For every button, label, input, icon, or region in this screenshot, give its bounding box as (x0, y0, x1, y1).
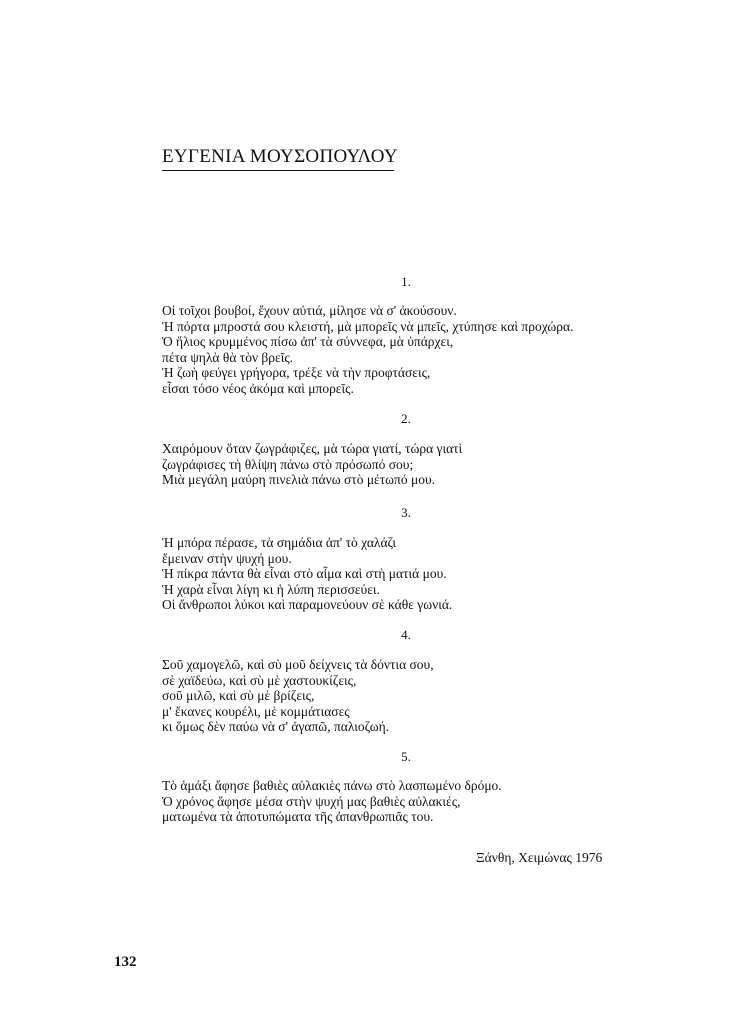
poem-line: σοῦ μιλῶ, καὶ σὺ μὲ βρίζεις, (162, 688, 315, 703)
section-number-1: 1. (401, 274, 411, 289)
poem-line: Οἱ ἄνθρωποι λύκοι καὶ παραμονεύουν σὲ κάθε γωνιά. (162, 597, 453, 612)
heading-underline (162, 170, 394, 171)
section-number-5: 5. (401, 749, 411, 764)
poem-line: ἔμειναν στὴν ψυχή μου. (162, 550, 292, 566)
section-number-2: 2. (401, 411, 411, 426)
poem-line: πέτα ψηλὰ θὰ τὸν βρεῖς. (162, 349, 294, 365)
place-date-signature: Ξάνθη, Χειμώνας 1976 (476, 850, 603, 865)
poem-line: σὲ χαϊδεύω, καὶ σὺ μὲ χαστουκίζεις, (162, 672, 357, 688)
poem-line: Οἱ τοῖχοι βουβοί, ἔχουν αὐτιά, μίλησε νὰ σ' ἀκούσουν. (162, 303, 457, 318)
poem-line: Ἡ ζωὴ φεύγει γρήγορα, τρέξε νὰ τὴν προφτάσεις, (162, 365, 431, 380)
poem-line: Χαιρόμουν ὅταν ζωγράφιζες, μὰ τώρα γιατί, τώρα γιατὶ (162, 441, 463, 456)
author-heading: ΕΥΓΕΝΙΑ ΜΟΥΣΟΠΟΥΛΟΥ (162, 146, 398, 167)
poem-line: Τὸ ἁμάξι ἄφησε βαθιὲς αὐλακιὲς πάνω στὸ λασπωμένο δρόμο. (162, 778, 502, 793)
poem-line: Ὁ χρόνος ἄφησε μέσα στὴν ψυχή μας βαθιὲς αὐλακιές, (162, 793, 461, 809)
section-number-4: 4. (401, 627, 411, 642)
poem-line: κι ὅμως δὲν παύω νὰ σ' ἀγαπῶ, παλιοζωή. (162, 719, 390, 734)
poem-line: ζωγράφισες τὴ θλίψη πάνω στὸ πρόσωπό σου; (162, 456, 414, 472)
stanza-1 (162, 303, 573, 396)
stanza-4 (162, 657, 434, 735)
poem-line: Ὁ ἥλιος κρυμμένος πίσω ἀπ' τὰ σύννεφα, μὰ ὑπάρχει, (162, 334, 454, 349)
poem-line: Ἡ χαρὰ εἶναι λίγη κι ἡ λύπη περισσεύει. (162, 581, 380, 597)
page-number: 132 (114, 954, 137, 970)
poem-line: ματωμένα τὰ ἀποτυπώματα τῆς ἀπανθρωπιᾶς του. (162, 809, 434, 824)
stanza-2 (162, 441, 462, 488)
poem-line: Σοῦ χαμογελῶ, καὶ σὺ μοῦ δείχνεις τὰ δόντια σου, (162, 657, 434, 672)
stanza-5 (162, 778, 502, 825)
poem-line: Ἡ πόρτα μπροστά σου κλειστή, μὰ μπορεῖς νὰ μπεῖς, χτύπησε καὶ προχώρα. (162, 318, 574, 334)
poem-line: Ἡ πίκρα πάντα θὰ εἶναι στὸ αἷμα καὶ στὴ ματιά μου. (162, 566, 447, 581)
poem-line: μ' ἔκανες κουρέλι, μὲ κομμάτιασες (162, 703, 350, 719)
poem-line: Μιὰ μεγάλη μαύρη πινελιὰ πάνω στὸ μέτωπό μου. (162, 472, 436, 487)
section-number-3: 3. (401, 505, 411, 520)
poem-line: Ἡ μπόρα πέρασε, τὰ σημάδια ἀπ' τὸ χαλάζι (162, 535, 396, 550)
stanza-3 (162, 535, 452, 613)
poem-line: εἶσαι τόσο νέος ἀκόμα καὶ μπορεῖς. (162, 380, 354, 396)
